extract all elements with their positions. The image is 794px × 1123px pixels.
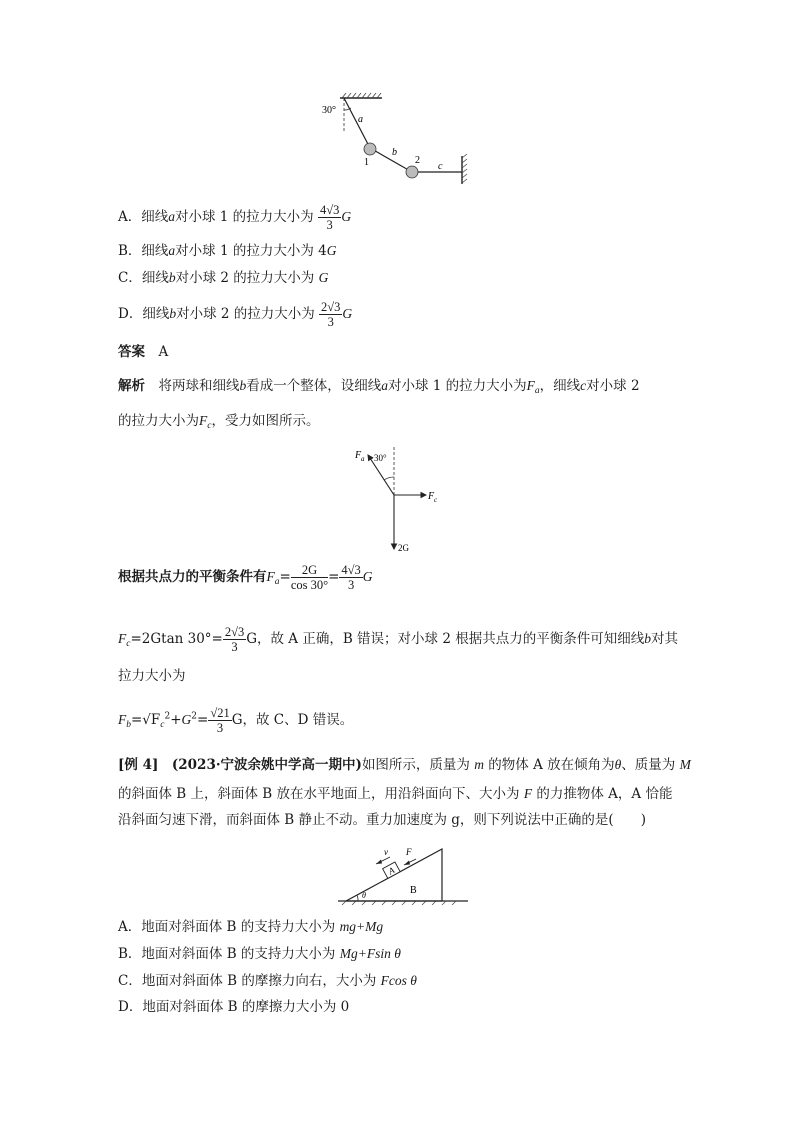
equation-2: $F_c=2Gtan$ 30°= $\frac{2√3}{3}$ G，故 A 正确，B 错误；对小球 2 根据共点力的平衡条件可知细线b对其 xyxy=(118,625,678,654)
svg-text:v: v xyxy=(384,847,388,857)
q4-line-3: 沿斜面匀速下滑，而斜面体 B 静止不动。重力加速度为 g，则下列说法中正确的是( ) xyxy=(118,812,646,828)
q4-option-d: D．地面对斜面体 B 的摩擦力大小为 0 xyxy=(118,999,350,1015)
svg-text:b: b xyxy=(392,147,397,158)
equation-1: 根据共点力的平衡条件有$F_a=$ $\frac{2G}{\cos 30^\circ}$ = $\frac{4√3}{3}$ G xyxy=(118,563,373,592)
analysis-line-1: 解析 将两球和细线b看成一个整体，设细线a对小球 1 的拉力大小为$F_a$，细线c对小球 2 xyxy=(118,378,640,396)
q4-line-2: 的斜面体 B 上，斜面体 B 放在水平地面上，用沿斜面向下、大小为 F 的力推物体 A，A 恰能 xyxy=(118,786,673,802)
figure-incline xyxy=(336,843,471,905)
svg-text:F: F xyxy=(355,450,362,461)
figure-force-diagram xyxy=(350,445,450,555)
svg-text:1: 1 xyxy=(364,157,369,168)
svg-text:θ: θ xyxy=(362,891,366,900)
svg-text:F: F xyxy=(428,491,435,502)
q4-line-1: [例 4] (2023·宁波余姚中学高一期中)如图所示，质量为 m 的物体 A 放在倾角为θ、质量为 M xyxy=(118,757,691,773)
q4-option-a: A．地面对斜面体 B 的支持力大小为 mg+Mg xyxy=(118,919,384,935)
q4-option-c: C．地面对斜面体 B 的摩擦力向右，大小为 Fcos θ xyxy=(118,973,417,989)
svg-text:a: a xyxy=(361,455,365,463)
analysis-line-4: 拉力大小为 xyxy=(118,668,186,684)
answer: 答案 A xyxy=(118,344,169,360)
svg-text:c: c xyxy=(434,496,438,504)
svg-text:B: B xyxy=(410,885,417,896)
option-c: C．细线b对小球 2 的拉力大小为 G xyxy=(118,270,329,286)
svg-text:30°: 30° xyxy=(374,453,387,463)
figure-two-balls xyxy=(318,92,478,184)
svg-text:A: A xyxy=(386,865,397,877)
analysis-line-2: 的拉力大小为$F_c$，受力如图所示。 xyxy=(118,413,320,431)
svg-text:2: 2 xyxy=(415,155,420,166)
svg-text:a: a xyxy=(358,114,363,125)
option-a: A．细线a对小球 1 的拉力大小为 $\frac{4√3}{3}$ G xyxy=(118,203,352,232)
option-b: B．细线a对小球 1 的拉力大小为 4G xyxy=(118,243,337,259)
q4-option-b: B．地面对斜面体 B 的支持力大小为 Mg+Fsin θ xyxy=(118,946,401,962)
svg-text:2G: 2G xyxy=(398,543,409,553)
angle-label: 30° xyxy=(322,105,336,116)
equation-3: $F_b=√F_c^2+G^2=$ $\frac{√21}{3}$ G，故 C、D 错误。 xyxy=(118,706,354,735)
option-d: D．细线b对小球 2 的拉力大小为 $\frac{2√3}{3}$ G xyxy=(118,300,353,329)
svg-text:F: F xyxy=(406,847,412,857)
svg-text:c: c xyxy=(438,161,443,172)
